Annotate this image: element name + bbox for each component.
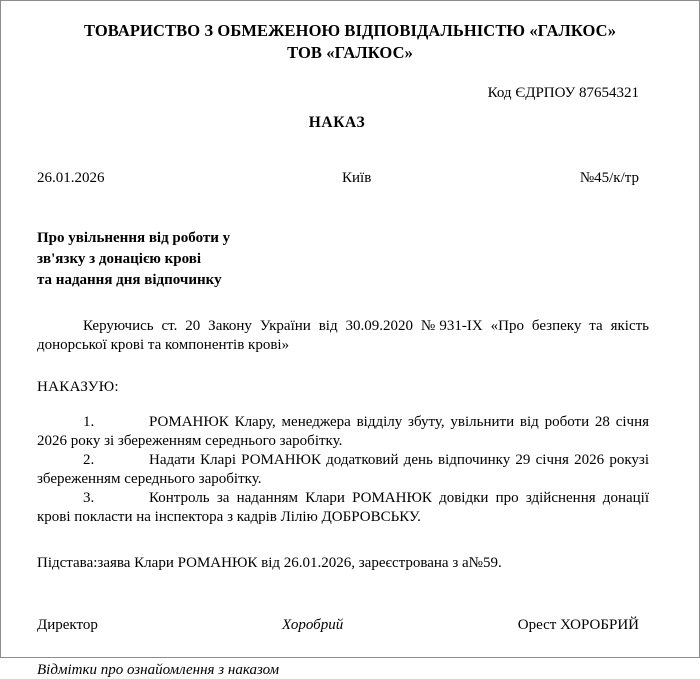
preamble-paragraph: Керуючись ст. 20 Закону України від 30.09.2020 №931-IX «Про безпеку та якість донорської крові та компонентів крові» bbox=[37, 317, 649, 353]
signature-row bbox=[37, 617, 663, 639]
document-subject bbox=[37, 228, 663, 292]
order-keyword: НАКАЗУЮ: bbox=[37, 378, 119, 395]
signatory-title: Директор bbox=[37, 617, 98, 634]
order-item bbox=[37, 413, 663, 451]
order-item-number: 2. bbox=[83, 451, 95, 468]
document-type-title: НАКАЗ bbox=[308, 113, 366, 131]
edrpou-code: Код ЄДРПОУ 87654321 bbox=[487, 84, 639, 101]
order-item-number: 3. bbox=[83, 490, 95, 507]
order-item-number: 1. bbox=[83, 413, 95, 430]
signature-mark: Хоробрий bbox=[282, 617, 344, 634]
document-body bbox=[1, 1, 699, 679]
subject-line-3: та надання дня відпочинку bbox=[37, 272, 222, 289]
organization-full-name: ТОВАРИСТВО З ОБМЕЖЕНОЮ ВІДПОВІДАЛЬНІСТЮ «ГАЛКОС» bbox=[83, 21, 617, 40]
basis-line: Підстава:заява Клари РОМАНЮК від 26.01.2026, зареєстрована з а№59. bbox=[37, 555, 502, 572]
subject-line-1: Про увільнення від роботи у bbox=[37, 229, 231, 246]
document-place: Київ bbox=[342, 169, 372, 186]
signatory-name: Орест ХОРОБРИЙ bbox=[517, 617, 639, 634]
organization-header bbox=[37, 1, 663, 64]
subject-line-2: зв'язку з донацією крові bbox=[37, 251, 202, 268]
organization-short-name: ТОВ «ГАЛКОС» bbox=[287, 43, 413, 63]
document-date: 26.01.2026 bbox=[37, 169, 105, 186]
order-item-text: Надати Кларі РОМАНЮК додатковий день відпочинку 29 січня 2026 рокузі збереженням середнього заробітку. bbox=[37, 451, 649, 487]
document-meta-row bbox=[37, 170, 663, 190]
order-items-list bbox=[37, 413, 663, 527]
acknowledgement-note: Відмітки про ознайомлення з наказом bbox=[37, 662, 280, 679]
order-item-text: Контроль за наданням Клари РОМАНЮК довідки про здійснення донації крові покласти на інспектора з кадрів Лілію ДОБРОВСЬКУ. bbox=[37, 490, 649, 526]
order-item bbox=[37, 451, 663, 489]
order-item bbox=[37, 489, 663, 527]
document-number: №45/к/тр bbox=[579, 169, 639, 186]
order-item-text: РОМАНЮК Клару, менеджера відділу збуту, увільнити від роботи 28 січня 2026 року зі збереженням середнього заробітку. bbox=[37, 413, 649, 449]
